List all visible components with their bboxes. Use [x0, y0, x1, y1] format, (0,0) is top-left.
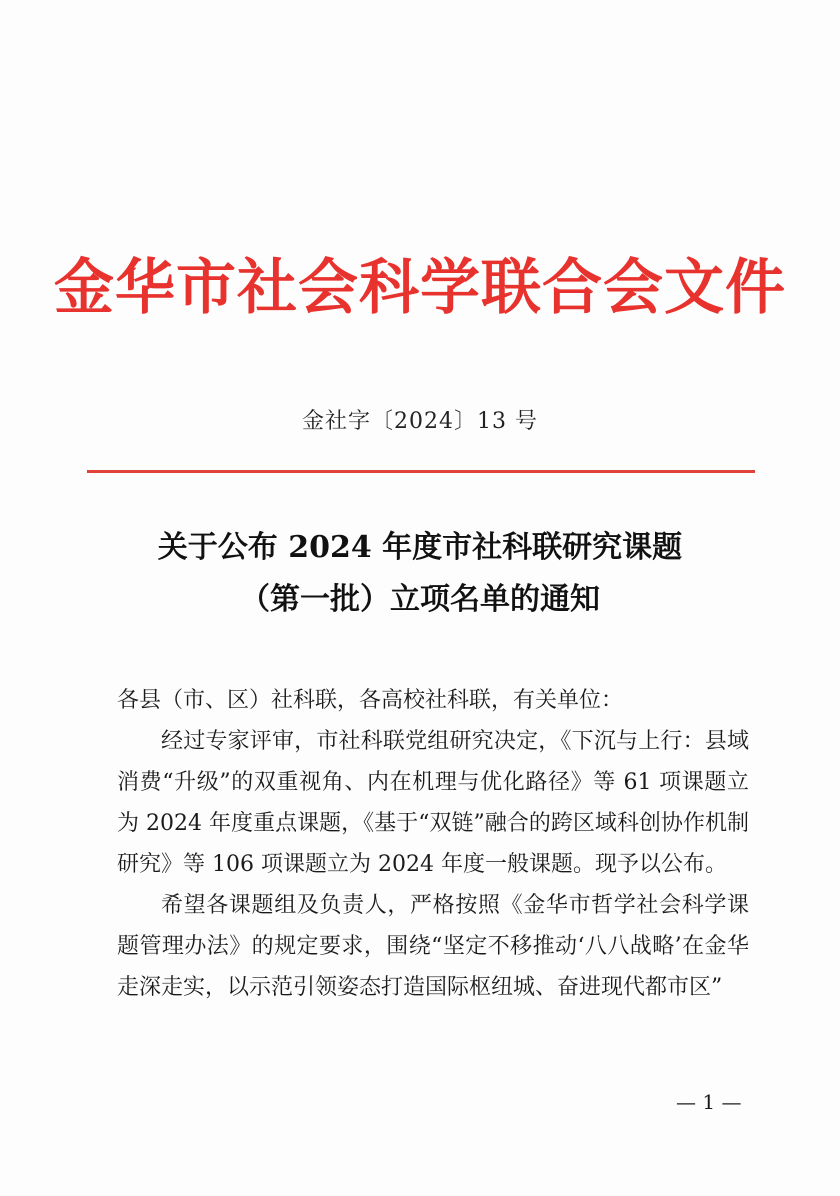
notice-title-line-2: （第一批）立项名单的通知: [240, 582, 600, 617]
notice-body: [117, 680, 749, 1008]
salutation: 各县（市、区）社科联，各高校社科联，有关单位：: [117, 688, 624, 713]
red-divider-line: [87, 470, 755, 473]
document-header-title: 金华市社会科学联合会文件: [54, 253, 786, 323]
document-number: 金社字〔2024〕13 号: [302, 409, 538, 434]
notice-title-line-1: 关于公布 2024 年度市社科联研究课题: [157, 530, 683, 565]
notice-title: [0, 522, 840, 626]
body-paragraph-1: 经过专家评审，市社科联党组研究决定，《下沉与上行：县域消费“升级”的双重视角、内在机理与优化路径》等 61 项课题立为 2024 年度重点课题，《基于“双链”融合的跨区域科创协作机制研究》等 106 项课题立为 2024 年度一般课题。现予以公布。: [117, 729, 749, 877]
body-paragraph-2: 希望各课题组及负责人，严格按照《金华市哲学社会科学课题管理办法》的规定要求，围绕“坚定不移推动‘八八战略’在金华走深走实，以示范引领姿态打造国际枢纽城、奋进现代都市区”: [117, 893, 749, 1000]
page-number: — 1 —: [676, 1090, 742, 1114]
